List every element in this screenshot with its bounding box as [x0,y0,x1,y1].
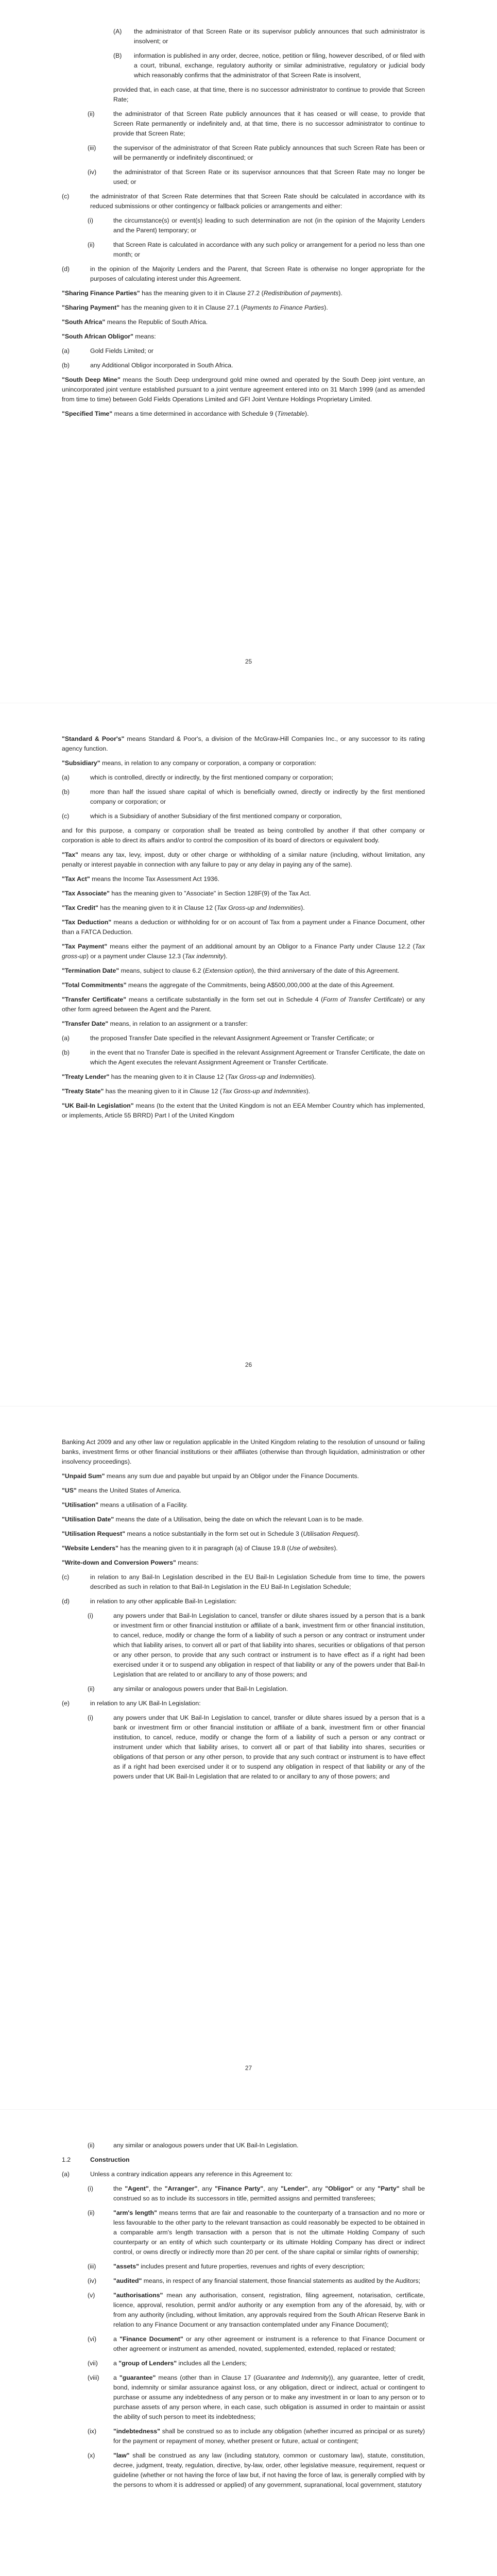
clause-text: "arm's length" means terms that are fair and reasonable to the counterparty of a transaction and no more or less favourable to the other party to the relevant transaction as could reasonably be expected to be obtained in a comparable arm's length transaction with a person that is not the ultimate Holding Company of such counterparty or an entity of which such counterparty or its ultimate Holding Company has direct or indirect control, or owns directly or indirectly more than 20 per cent. of the share capital or similar rights of ownership; [113,2209,425,2256]
clause-paragraph [62,109,425,139]
clause-paragraph [62,303,425,313]
clause-text: "audited" means, in respect of any financial statement, those financial statements as audited by the Auditors; [113,2277,421,2284]
clause-text: "Total Commitments" means the aggregate of the Commitments, being A$500,000,000 at the date of this Agreement. [62,981,395,989]
clause-text: provided that, in each case, at that time, there is no successor administrator to continue to provide that Screen Rate; [113,86,425,103]
clause-paragraph [62,332,425,342]
clause-paragraph [62,787,425,807]
clause-paragraph [62,1101,425,1121]
clause-number: (a) [62,774,70,781]
clause-number: (ii) [88,2209,95,2216]
clause-paragraph [62,192,425,211]
clause-paragraph [62,1558,425,1568]
clause-paragraph [62,2170,425,2179]
clause-paragraph [62,1611,425,1680]
clause-number: (iv) [88,168,97,176]
clause-paragraph [62,2291,425,2330]
clause-paragraph [62,1572,425,1592]
clause-paragraph [62,889,425,899]
clause-number: (b) [62,788,70,795]
clause-text: "Tax Associate" has the meaning given to "Associate" in Section 128F(9) of the Tax Act. [62,890,311,897]
clause-number: (b) [62,1049,70,1056]
clause-number: (c) [62,812,70,820]
clause-text: the administrator of that Screen Rate or its supervisor publicly announces that such administrator is insolvent; or [134,28,425,45]
clause-number: (vi) [88,2335,97,2343]
clause-paragraph [62,2208,425,2257]
clause-paragraph [62,317,425,327]
clause-text: "Tax Credit" has the meaning given to it in Clause 12 (Tax Gross-up and Indemnities). [62,904,305,911]
page-number: 27 [245,2064,252,2072]
clause-text: a "group of Lenders" includes all the Lenders; [113,2360,247,2367]
clause-text: "assets" includes present and future properties, revenues and rights of every description; [113,2263,365,2270]
clause-number: (v) [88,2292,95,2299]
clause-number: (a) [62,347,70,354]
clause-text: any similar or analogous powers under that UK Bail-In Legislation. [113,2142,299,2149]
clause-text: "Unpaid Sum" means any sum due and payable but unpaid by an Obligor under the Finance Documents. [62,1472,359,1480]
document-page [0,1406,497,2110]
clause-paragraph [62,980,425,990]
clause-paragraph [62,773,425,783]
page-number: 25 [245,658,252,665]
page-body [62,734,425,1125]
page-body [62,27,425,423]
clause-text: "South African Obligor" means: [62,333,156,340]
clause-paragraph [62,361,425,370]
clause-text: "Tax" means any tax, levy, impost, duty or other charge or withholding of a similar nature (including, without limitation, any penalty or interest payable in connection with any failure to pay or any delay in paying any of the same). [62,851,425,868]
clause-text: "law" shall be construed as any law (including statutory, common or customary law), statute, constitution, decree, judgment, treaty, regulation, directive, by-law, order, other legislative measure, requirement, request or guideline (whether or not having the force of law but, if not having the force of law, is generally complied with by the persons to whom it is addressed or applied) of any government, supranational, local government, statutory [113,2452,425,2488]
clause-paragraph [62,143,425,163]
clause-text: "South Africa" means the Republic of South Africa. [62,318,208,326]
clause-text: "UK Bail-In Legislation" means (to the extent that the United Kingdom is not an EEA Member Country which has implemented, or implements, Article 55 BRRD) Part I of the United Kingdom [62,1102,425,1119]
clause-text: that Screen Rate is calculated in accordance with any such policy or arrangement for a period no less than one month; or [113,241,425,258]
clause-paragraph [62,874,425,884]
clause-paragraph [62,51,425,80]
clause-text: "Termination Date" means, subject to clause 6.2 (Extension option), the third anniversary of the date of this Agreement. [62,967,400,974]
clause-text: in relation to any Bail-In Legislation described in the EU Bail-In Legislation Schedule from time to time, the powers described as such in relation to that Bail-In Legislation in the EU Bail-In Legislation Schedule; [90,1573,425,1590]
clause-number: (d) [62,1598,70,1605]
clause-text: "Treaty State" has the meaning given to it in Clause 12 (Tax Gross-up and Indemnities). [62,1088,311,1095]
clause-text: "Sharing Finance Parties" has the meaning given to it in Clause 27.2 (Redistribution of payments). [62,290,342,297]
page-body [62,1437,425,1786]
clause-number: (c) [62,193,70,200]
clause-text: any powers under that UK Bail-In Legislation to cancel, transfer or dilute shares issued by a person that is a bank or investment firm or other financial institution or affiliate of a bank, investment firm or other financial institution, to cancel, reduce, modify or change the form of a liability of such a person or any contract or instrument under which that liability arises, to convert all or part of that liability into shares, securities or obligations of that person or any other person, to provide that any such contract or instrument is to have effect as if a right had been exercised under it or to suspend any obligation in respect of that liability or any of the powers under that UK Bail-In Legislation that are related to or ancillary to any of those powers; and [113,1714,425,1780]
clause-paragraph [62,1486,425,1496]
clause-text: "Utilisation" means a utilisation of a Facility. [62,1501,188,1509]
clause-text: more than half the issued share capital of which is beneficially owned, directly or indirectly by the first mentioned company or corporation; or [90,788,425,805]
clause-text: a "Finance Document" or any other agreement or instrument is a reference to that Finance Document or other agreement or instrument as amended, novated, supplemented, extended, replaced or restated; [113,2335,425,2352]
clause-text: "Write-down and Conversion Powers" means: [62,1559,199,1566]
clause-text: and for this purpose, a company or corporation shall be treated as being controlled by another if that other company or corporation is able to direct its affairs and/or to control the composition of its board of directors or equivalent body. [62,827,425,844]
clause-paragraph [62,850,425,870]
clause-number: (i) [88,2185,93,2192]
clause-number: (viii) [88,2374,99,2381]
clause-text: the "Agent", the "Arranger", any "Finance Party", any "Lender", any "Obligor" or any "Party" shall be construed so as to include its successors in title, permitted assigns and permitted transferees; [113,2185,425,2202]
clause-text: "indebtedness" shall be construed so as to include any obligation (whether incurred as principal or as surety) for the payment or repayment of money, whether present or future, actual or contingent; [113,2428,425,2445]
clause-text: "Standard & Poor's" means Standard & Poor's, a division of the McGraw-Hill Companies Inc., or any successor to its rating agency function. [62,735,425,752]
clause-paragraph [62,1597,425,1606]
clause-paragraph [62,289,425,298]
clause-text: "Tax Payment" means either the payment of an additional amount by an Obligor to a Finance Party under Clause 12.2 (Tax gross-up) or a payment under Clause 12.3 (Tax indemnity). [62,943,425,960]
clause-paragraph [62,942,425,961]
clause-paragraph [62,167,425,187]
clause-text: "Utilisation Date" means the date of a Utilisation, being the date on which the relevant Loan is to be made. [62,1516,364,1523]
clause-paragraph [62,1684,425,1694]
clause-paragraph [62,264,425,284]
clause-text: the administrator of that Screen Rate publicly announces that it has ceased or will cease, to provide that Screen Rate permanently or indefinitely and, at that time, there is no successor administrator to continue to provide that Screen Rate; [113,110,425,137]
document-page [0,703,497,1406]
clause-text: the administrator of that Screen Rate or its supervisor announces that that Screen Rate may no longer be used; or [113,168,425,185]
clause-paragraph [62,409,425,419]
clause-paragraph [62,375,425,404]
clause-paragraph [62,2276,425,2286]
clause-paragraph [62,1544,425,1553]
clause-paragraph [62,240,425,260]
clause-number: (ii) [88,2142,95,2149]
clause-paragraph [62,2334,425,2354]
clause-paragraph [62,826,425,845]
clause-paragraph [62,1515,425,1524]
clause-text: "South Deep Mine" means the South Deep underground gold mine owned and operated by the South Deep joint venture, an unincorporated joint venture established pursuant to a joint venture agreement entered into on 31 March 1999 (and as amended from time to time) between Gold Fields Operations Limited and GFI Joint Venture Holdings Proprietary Limited. [62,376,425,403]
clause-paragraph [62,346,425,356]
clause-paragraph [62,1087,425,1096]
document-page [0,2110,497,2576]
clause-text: the circumstance(s) or event(s) leading to such determination are not (in the opinion of the Majority Lenders and the Parent) temporary; or [113,217,425,234]
clause-text: which is controlled, directly or indirectly, by the first mentioned company or corporation; [90,774,334,781]
clause-text: "Website Lenders" has the meaning given to it in paragraph (a) of Clause 19.8 (Use of websites). [62,1545,338,1552]
clause-paragraph [62,2184,425,2204]
clause-number: (ix) [88,2428,97,2435]
clause-number: (b) [62,362,70,369]
clause-number: (iii) [88,2263,96,2270]
clause-number: (d) [62,265,70,273]
clause-paragraph [62,2373,425,2422]
clause-paragraph [62,1019,425,1029]
clause-paragraph [62,1437,425,1467]
clause-text: Unless a contrary indication appears any reference in this Agreement to: [90,2171,293,2178]
clause-paragraph [62,811,425,821]
clause-text: in relation to any UK Bail-In Legislation: [90,1700,201,1707]
clause-paragraph [62,1699,425,1708]
clause-text: "Transfer Certificate" means a certificate substantially in the form set out in Schedule 4 (Form of Transfer Certificate) or any other form agreed between the Agent and the Parent. [62,996,425,1013]
clause-text: Gold Fields Limited; or [90,347,154,354]
clause-text: "Subsidiary" means, in relation to any company or corporation, a company or corporation: [62,759,317,767]
clause-paragraph [62,1471,425,1481]
clause-paragraph [62,918,425,937]
clause-number: (x) [88,2452,95,2459]
clause-text: Construction [90,2156,130,2163]
document-page [0,0,497,703]
clause-text: "Transfer Date" means, in relation to an assignment or a transfer: [62,1020,248,1027]
clause-paragraph [62,2155,425,2165]
clause-number: (e) [62,1700,70,1707]
clause-text: any similar or analogous powers under that Bail-In Legislation. [113,1685,288,1692]
clause-text: "Tax Deduction" means a deduction or withholding for or on account of Tax from a payment under a Finance Document, other than a FATCA Deduction. [62,919,425,936]
clause-text: any Additional Obligor incorporated in South Africa. [90,362,233,369]
clause-text: "Treaty Lender" has the meaning given to it in Clause 12 (Tax Gross-up and Indemnities). [62,1073,316,1080]
page-number: 26 [245,1361,252,1368]
page-body [62,2141,425,2495]
clause-text: the administrator of that Screen Rate determines that that Screen Rate should be calculated in accordance with its reduced submissions or other contingency or fallback policies or arrangements and either: [90,193,425,210]
clause-paragraph [62,1500,425,1510]
clause-paragraph [62,903,425,913]
clause-text: in relation to any other applicable Bail-In Legislation: [90,1598,237,1605]
clause-paragraph [62,758,425,768]
clause-text: the supervisor of the administrator of that Screen Rate publicly announces that such Screen Rate has been or will be permanently or indefinitely discontinued; or [113,144,425,161]
clause-paragraph [62,966,425,976]
clause-paragraph [62,85,425,105]
clause-paragraph [62,2427,425,2446]
clause-text: in the opinion of the Majority Lenders and the Parent, that Screen Rate is otherwise no longer appropriate for the purposes of calculating interest under this Agreement. [90,265,425,282]
clause-paragraph [62,2451,425,2490]
clause-text: any powers under that Bail-In Legislation to cancel, transfer or dilute shares issued by a person that is a bank or investment firm or other financial institution or affiliate of a bank, investment firm or other financial institution, to cancel, reduce, modify or change the form of a liability of such a person or any contract or instrument under which that liability arises, to convert all or part of that liability into shares, securities or obligations of that person or any other person, to provide that any such contract or instrument is to have effect as if a right had been exercised under it or to suspend any obligation in respect of that liability or any of the powers under that Bail-In Legislation that are related to or ancillary to any of those powers; and [113,1612,425,1678]
clause-text: "Sharing Payment" has the meaning given to it in Clause 27.1 (Payments to Finance Parties). [62,304,328,311]
clause-text: "Specified Time" means a time determined in accordance with Schedule 9 (Timetable). [62,410,309,417]
clause-text: the proposed Transfer Date specified in the relevant Assignment Agreement or Transfer Certificate; or [90,1035,374,1042]
clause-number: (a) [62,2171,70,2178]
clause-text: "Tax Act" means the Income Tax Assessment Act 1936. [62,875,220,883]
clause-number: 1.2 [62,2156,71,2163]
clause-number: (a) [62,1035,70,1042]
clause-paragraph [62,1048,425,1067]
clause-text: "Utilisation Request" means a notice substantially in the form set out in Schedule 3 (Utilisation Request). [62,1530,360,1537]
clause-number: (iii) [88,144,96,151]
clause-text: a "guarantee" means (other than in Clause 17 (Guarantee and Indemnity)), any guarantee, letter of credit, bond, indemnity or similar assurance against loss, or any obligation, direct or indirect, actual or contingent to purchase or assume any indebtedness of any person or to make any investment in or loan to any person or to purchase assets of any person where, in each case, such obligation is assumed in order to maintain or assist the ability of such person to meet its indebtedness; [113,2374,425,2420]
clause-text: which is a Subsidiary of another Subsidiary of the first mentioned company or corporation, [90,812,342,820]
clause-paragraph [62,216,425,235]
clause-number: (ii) [88,1685,95,1692]
clause-number: (A) [113,28,122,35]
clause-number: (c) [62,1573,70,1581]
clause-number: (ii) [88,241,95,248]
clause-number: (ii) [88,110,95,117]
clause-paragraph [62,2141,425,2150]
clause-text: Banking Act 2009 and any other law or regulation applicable in the United Kingdom relating to the resolution of unsound or failing banks, investment firms or other financial institutions or their affiliates (otherwise than through liquidation, administration or other insolvency proceedings). [62,1438,425,1465]
clause-text: information is published in any order, decree, notice, petition or filing, however described, of or filed with a court, tribunal, exchange, regulatory authority or similar administrative, regulatory or judicial body which reasonably confirms that the administrator of that Screen Rate is insolvent, [134,52,425,79]
clause-paragraph [62,1713,425,1782]
clause-paragraph [62,1529,425,1539]
clause-number: (vii) [88,2360,98,2367]
clause-paragraph [62,1072,425,1082]
clause-paragraph [62,2359,425,2368]
clause-paragraph [62,734,425,754]
clause-paragraph [62,1033,425,1043]
clause-text: "US" means the United States of America. [62,1487,181,1494]
clause-text: "authorisations" mean any authorisation, consent, registration, filing agreement, notarisation, certificate, licence, approval, resolution, permit and/or authority or any exemption from any of the aforesaid, by, with or from any authority (including, without limitation, any approvals required from the South African Reserve Bank in relation to any Finance Document or any transaction contemplated under any Finance Document); [113,2292,425,2328]
clause-number: (i) [88,1714,93,1721]
clause-text: in the event that no Transfer Date is specified in the relevant Assignment Agreement or Transfer Certificate, the date on which the Agent executes the relevant Assignment Agreement or Transfer Certificate. [90,1049,425,1066]
clause-paragraph [62,2262,425,2272]
clause-number: (i) [88,1612,93,1619]
clause-number: (B) [113,52,122,59]
clause-paragraph [62,27,425,46]
clause-number: (iv) [88,2277,97,2284]
clause-number: (i) [88,217,93,224]
clause-paragraph [62,995,425,1014]
